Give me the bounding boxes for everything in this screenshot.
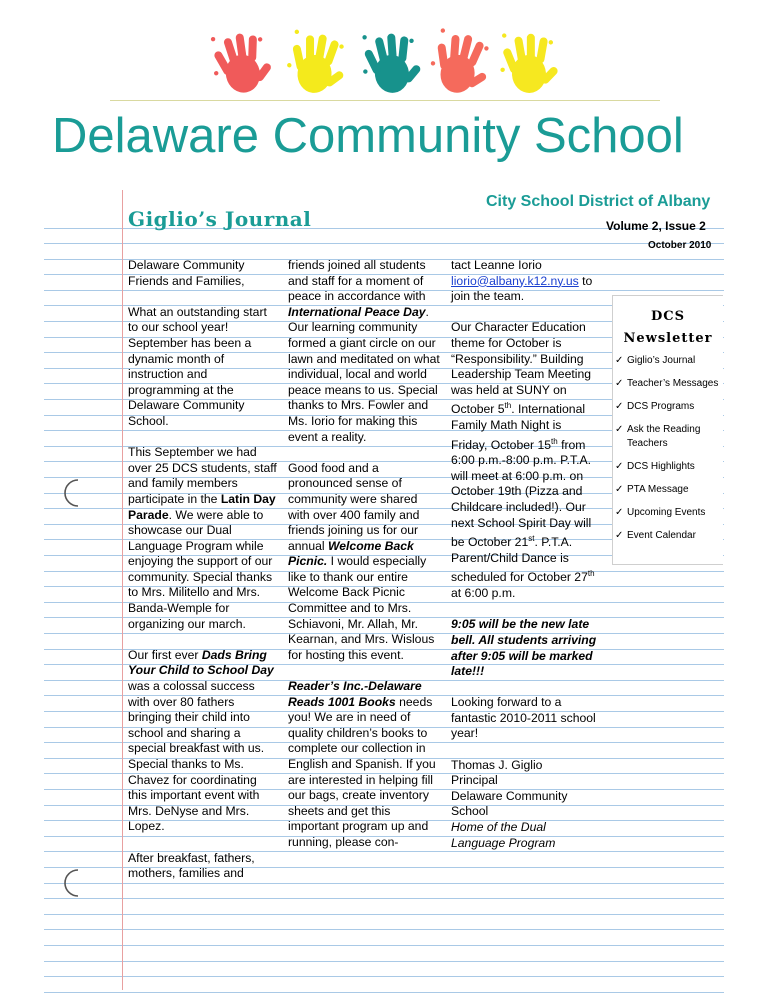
ruled-line — [44, 976, 724, 977]
contents-item: ✓ DCS Highlights — [613, 460, 723, 474]
ruled-line — [44, 945, 724, 946]
newsletter-contents-sidebar — [612, 295, 723, 565]
contents-list — [613, 354, 723, 543]
page-title: Delaware Community School — [52, 109, 684, 163]
contents-item: ✓ DCS Programs — [613, 400, 723, 414]
handprint-icon — [498, 30, 561, 95]
handprint-icon — [285, 29, 350, 96]
handprints-logo-icon — [188, 14, 568, 98]
binder-hole-icon — [62, 478, 84, 508]
handprint-icon — [426, 27, 494, 97]
paragraph: This September we had over 25 DCS students, staff and family members participate in the Latin Day Parade. We were able to showcase our Dual Language Program while enjoying the support of our community. Special thanks to Mrs. Militello and Mrs. Banda-Wemple for organizing our march. — [128, 445, 277, 631]
issue-date: October 2010 — [648, 240, 712, 251]
paragraph: friends joined all students and staff for a moment of peace in accordance with International Peace Day. Our learning community formed a giant circle on our lawn and meditated on what individual, local and world peace means to us. Special thanks to Mrs. Fowler and Ms. Iorio for making this event a reality. — [288, 258, 440, 444]
paragraph: Our first ever Dads Bring Your Child to School Day was a colossal success with over 80 fathers bringing their child into school and sharing a special breakfast with us. Special thanks to Ms. Chavez for coordinating this important event with Mrs. DeNyse and Mrs. Lopez. — [128, 647, 274, 834]
paragraph: Delaware Community Friends and Families, — [128, 258, 245, 288]
ruled-line — [44, 992, 724, 993]
district-name: City School District of Albany — [486, 193, 711, 210]
paragraph: Our Character Education theme for October is “Responsibility.” Building Leadership Team Meeting was held at SUNY on October 5th. International Family Math Night is Friday, October 15th from 6:00 p.m.-8:00 p.m. P.T.A. will meet at 6:00 p.m. on October 19th (Pizza and Childcare included!). Our next School Spirit Day will be October 21st. P.T.A. Parent/Child Dance is scheduled for October 27th at 6:00 p.m. — [451, 320, 595, 601]
margin-line — [122, 190, 123, 990]
paragraph: Good food and a pronounced sense of community were shared with over 400 family and friends joining us for our annual Welcome Back Picnic. I would especially like to thank our entire Welcome Back Picnic Committee and to Mrs. Schiavoni, Mr. Allah, Mr. Kearnan, and Mrs. Wislous for hosting this event. — [288, 460, 435, 662]
binder-hole-icon — [62, 868, 84, 898]
contents-item: ✓ Giglio’s Journal — [613, 354, 723, 368]
late-bell-notice: 9:05 will be the new late bell. All students arriving after 9:05 will be marked late!!! — [451, 617, 597, 679]
paragraph: Reader’s Inc.-Delaware Reads 1001 Books needs you! We are in need of quality children’s books to complete our collection in English and Spanish. If you are interested in helping fill our bags, create inventory sheets and get this important program up and running, please con- — [288, 679, 436, 849]
ruled-line — [44, 898, 724, 899]
paragraph: What an outstanding start to our school year! September has been a dynamic month of instruction and programming at the Delaware Community School. — [128, 304, 267, 428]
paragraph: After breakfast, fathers, mothers, families and — [128, 850, 255, 881]
handprint-icon — [358, 28, 425, 97]
paragraph: tact Leanne Iorio liorio@albany.k12.ny.us to join the team. — [451, 258, 593, 304]
sidebar-title: DCS Newsletter — [623, 309, 713, 346]
contents-item: ✓ Event Calendar — [613, 529, 723, 543]
header-rule — [110, 100, 660, 101]
article-column-2 — [288, 258, 442, 866]
ruled-line — [44, 961, 724, 962]
ruled-line — [44, 243, 724, 244]
ruled-line — [44, 929, 724, 930]
article-column-1 — [128, 258, 278, 897]
paragraph: Looking forward to a fantastic 2010-2011 school year! — [451, 695, 596, 741]
email-link[interactable]: liorio@albany.k12.ny.us — [451, 273, 579, 288]
section-title: Giglio’s Journal — [128, 207, 312, 231]
contents-item: ✓ PTA Message — [613, 483, 723, 497]
contents-item: ✓ Ask the Reading Teachers — [613, 423, 723, 451]
ruled-line — [44, 914, 724, 915]
signature: Thomas J. Giglio Principal Delaware Community School Home of the Dual Language Program — [451, 757, 568, 850]
handprint-icon — [207, 26, 277, 98]
contents-item: ✓ Teacher’s Messages — [613, 377, 723, 391]
volume-issue: Volume 2, Issue 2 — [606, 219, 706, 233]
contents-item: ✓ Upcoming Events — [613, 506, 723, 520]
article-column-3 — [451, 258, 601, 851]
